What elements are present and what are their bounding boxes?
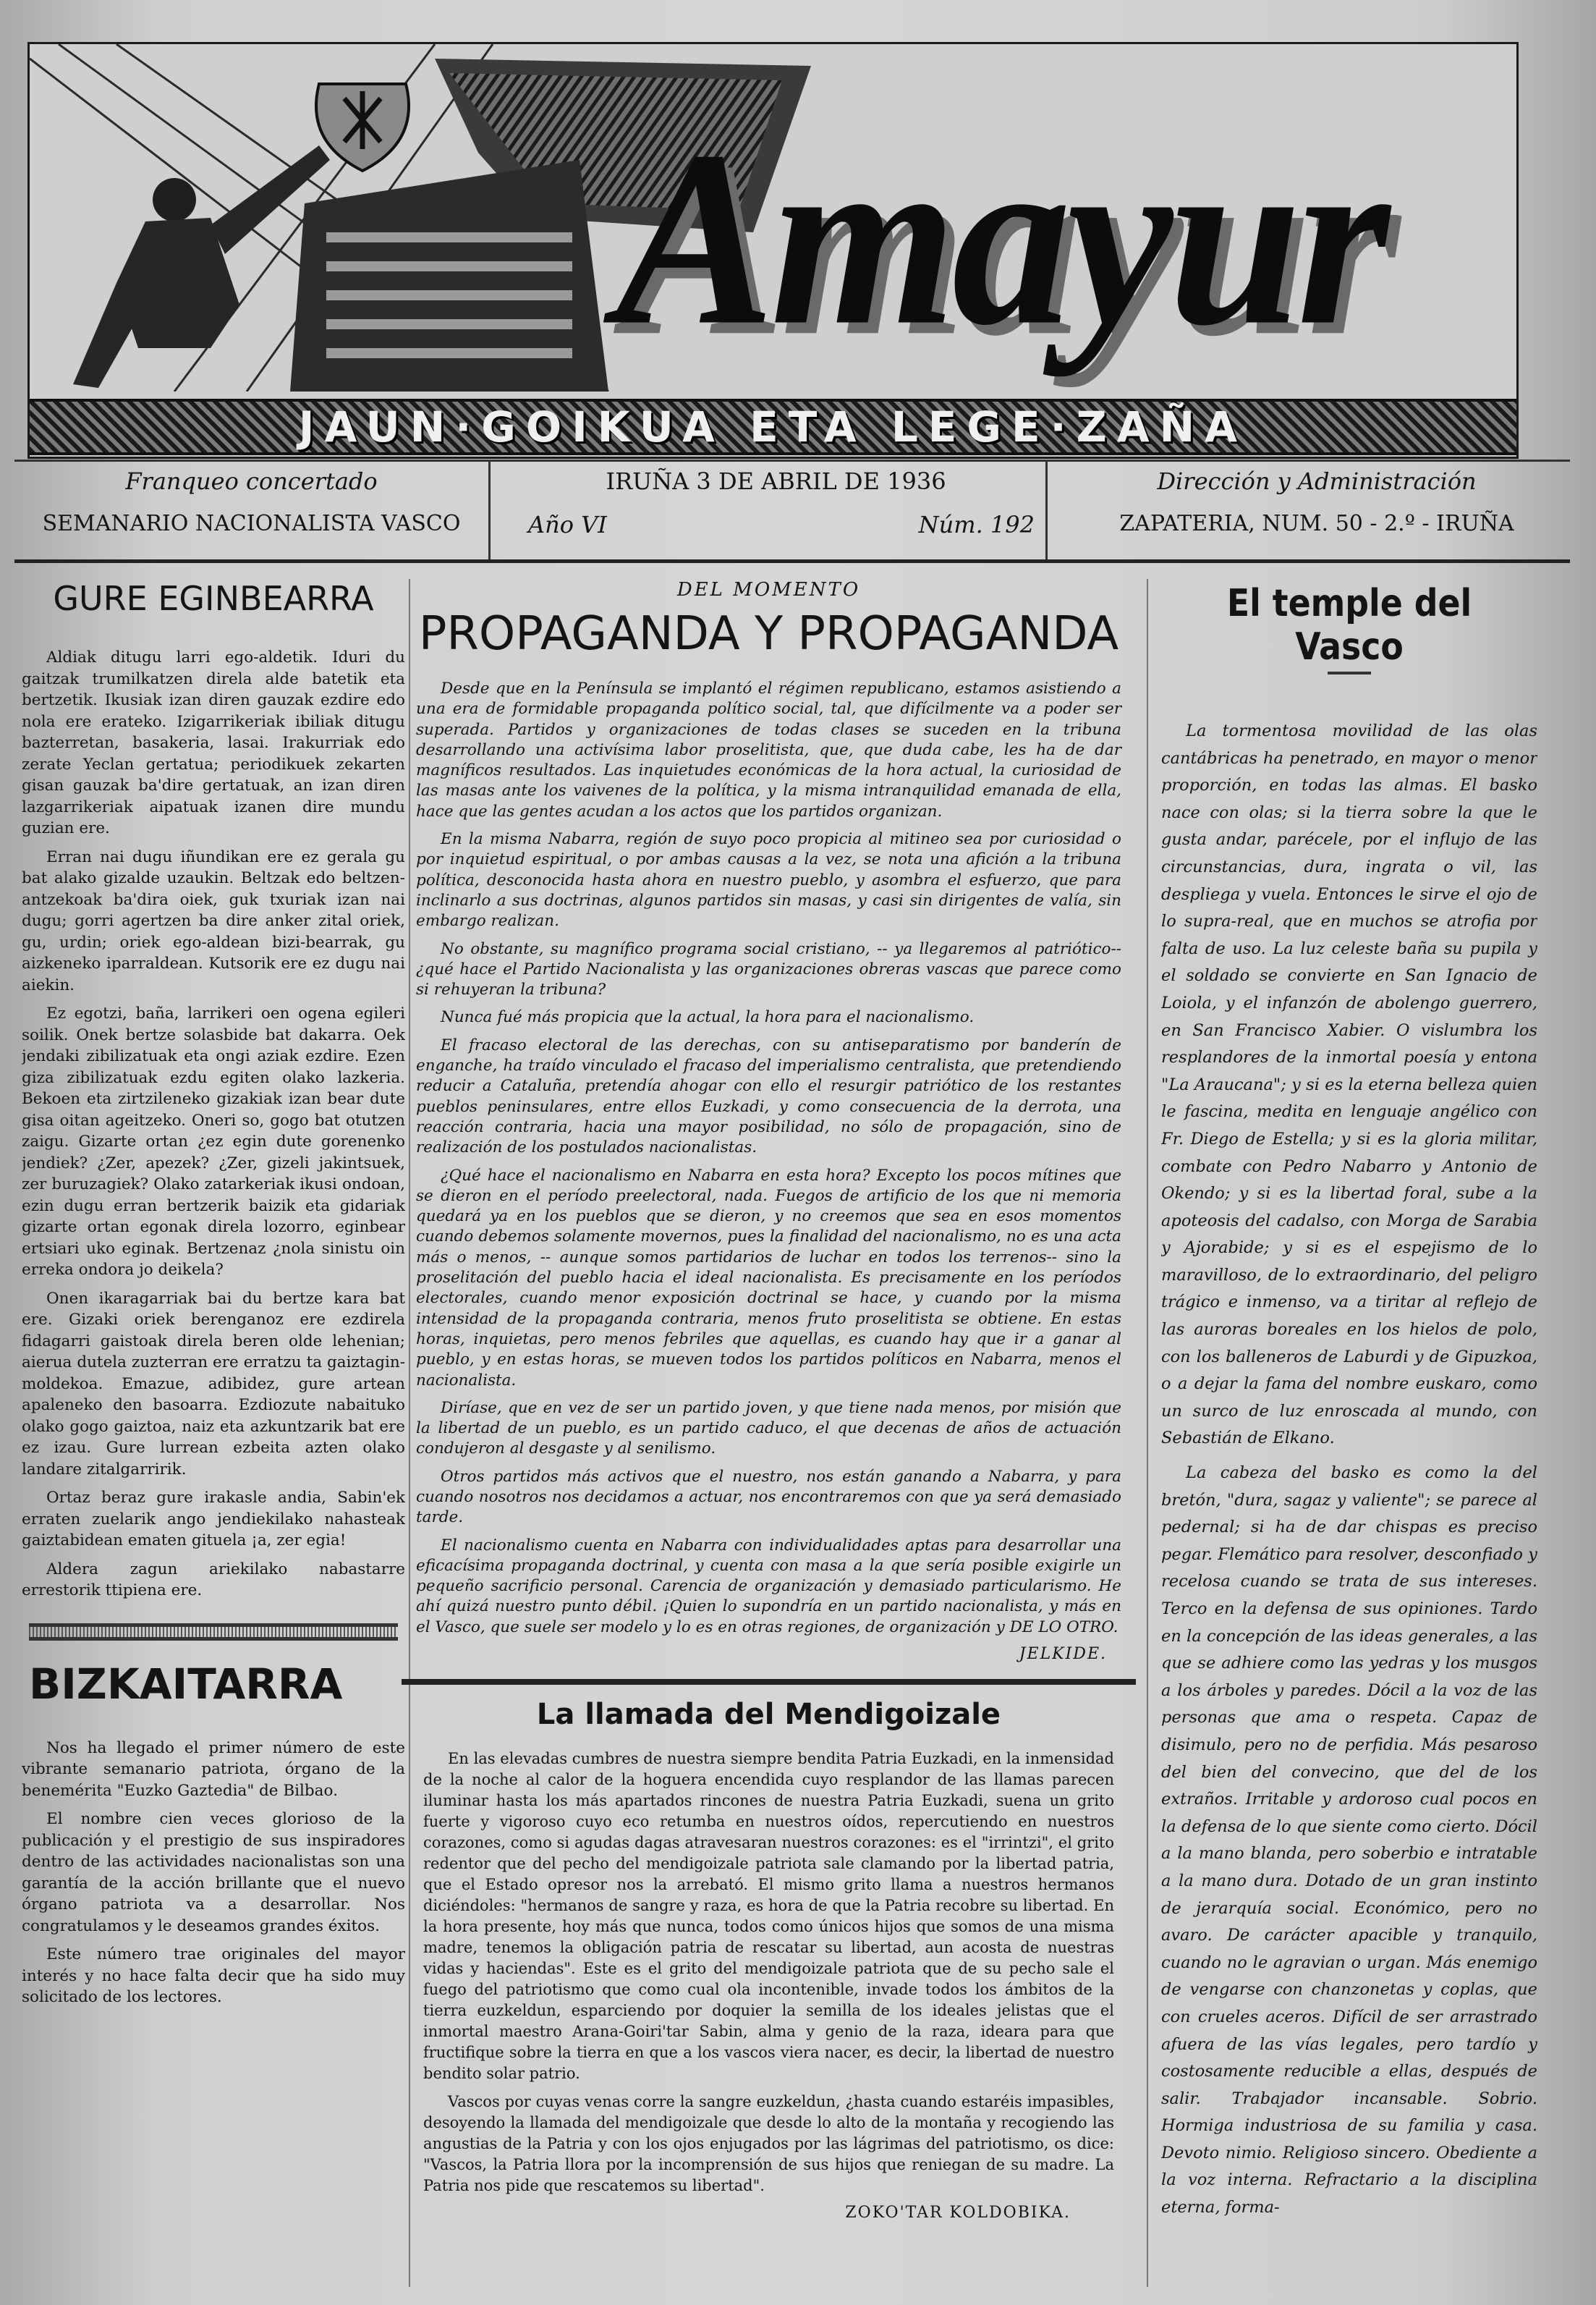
article-signature: ZOKO'TAR KOLDOBIKA. bbox=[845, 2204, 1071, 2222]
paragraph: Onen ikaragarriak bai du bertze kara bat ere. Gizaki oriek berenganoz ere ezdirela fidagarri gaistoak direla beren olde lehenian; aierua dutela zuzterran ere erratzu ta gaiztagin-moldekoa. Emazue, adibidez, gure artean apaleneko den basoarra. Ezdiozute nabaituko olako gogo gaiztoa, naiz eta azkuntzarik bat ere ez izau. Gure lurrean ezbeita azten olako landare zitalgarririk. bbox=[22, 1289, 405, 1479]
issue-number: Núm. 192 bbox=[918, 511, 1035, 538]
paragraph: ¿Qué hace el nacionalismo en Nabarra en esta hora? Excepto los pocos mítines que se dieron en el período preelectoral, nada. Fuegos de artificio de los que ni memoria quedará ya en los pueblos que se dieron, y no creemos que sea en esos momentos cuando debemos solamente movernos, pues la finalidad del nacionalismo, no es una acta más o menos, -- aunque somos partidarios de luchar en todos los terrenos-- sino la proselitación del pueblo hacia el ideal nacionalista. Es precisamente en los períodos electorales, cuando menor exposición doctrinal se hace, y cuando por la misma intensidad de la propaganda contraria, menos fruto proselitista se obtiene. En estas horas, inquietas, pero menos febriles que aquellas, es cuando hay que ir a ganar al pueblo, y en estas horas, se mueven todos los partidos políticos en Nabarra, menos el nacionalista. bbox=[416, 1166, 1121, 1390]
column-divider bbox=[1147, 579, 1148, 2287]
paragraph: Desde que en la Península se implantó el régimen republicano, estamos asistiendo a una era de formidable propaganda político social, tal, que difícilmente va a poder ser superada. Partidos y organizaciones de todas clases se suceden en la tribuna desarrollando una activísima labor proselitista, que, que duda cabe, les ha de dar magníficos resultados. Las inquietudes económicas de la hora actual, la curiosidad de las masas ante los vaivenes de la política, y la misma intranquilidad emanada de ella, hace que las gentes acudan a los actos que los partidos organizan. bbox=[416, 680, 1121, 821]
middle-column bbox=[402, 572, 1136, 2294]
article-signature: JELKIDE. bbox=[1019, 1645, 1107, 1664]
info-left bbox=[14, 462, 491, 559]
right-column bbox=[1161, 572, 1537, 2294]
article-title: PROPAGANDA Y PROPAGANDA bbox=[418, 607, 1119, 661]
info-middle bbox=[506, 462, 1048, 559]
article-body bbox=[22, 647, 405, 1602]
section-divider bbox=[29, 1623, 398, 1641]
masthead-title: Amayur bbox=[616, 99, 1386, 378]
second-article bbox=[402, 1698, 1136, 2222]
info-bar bbox=[14, 460, 1570, 563]
article-kicker: DEL MOMENTO bbox=[676, 579, 861, 601]
paragraph: El nombre cien veces glorioso de la publicación y el prestigio de sus inspiradores dentro de las actividades nacionalistas son una garantía de la acción brillante que el nuevo órgano patriota va a desarrollar. Nos congratulamos y le deseamos grandes éxitos. bbox=[22, 1810, 405, 1935]
franqueo-text: Franqueo concertado bbox=[125, 468, 378, 495]
issue-date: IRUÑA 3 DE ABRIL DE 1936 bbox=[606, 468, 946, 495]
article-title: El temple del Vasco bbox=[1226, 582, 1472, 669]
paragraph: Diríase, que en vez de ser un partido joven, y que tiene nada menos, por misión que la libertad de un pueblo, es un partido caduco, el que decenas de años de actuación condujeron al desgaste y al senilismo. bbox=[416, 1398, 1121, 1458]
paragraph: Ortaz beraz gure irakasle andia, Sabin'ek erraten zuelarik ango jendiekilako nahasteak gaiztabidean ematen gituela ¡a, zer egia! bbox=[22, 1489, 405, 1549]
article-title: BIZKAITARRA bbox=[29, 1659, 343, 1709]
paragraph: El nacionalismo cuenta en Nabarra con individualidades aptas para desarrollar una eficacísima propaganda doctrinal, y cuenta con masa a la que sería posible exigirle un pequeño sacrificio personal. Carencia de organización y demasiado particularismo. He ahí quizá nuestro punto débil. ¡Quien lo supondría en un partido nacionalista, y más en el Vasco, que suele ser modelo y lo es en otras regiones, de organización y DE LO OTRO. bbox=[416, 1536, 1121, 1636]
info-right bbox=[1064, 462, 1570, 559]
paragraph: En las elevadas cumbres de nuestra siempre bendita Patria Euzkadi, en la inmensidad de la noche al calor de la hoguera encendida cuyo resplandor de las llamas parecen iluminar hasta los más apartados rincones de nuestra Patria Euzkadi, suena un grito fuerte y vigoroso cuyo eco retumba en nuestros oídos, repercutiendo en nuestros corazones, como si agudas dagas atravesaran nuestros corazones: es el "irrintzi", el grito redentor que del pecho del mendigoizale patriota sale clamando por la libertad patria, que el Estado opresor nos la arrebató. El mismo grito llama a nuestros hermanos diciéndoles: "hermanos de sangre y raza, es hora de que la Patria recobre su libertad. En la hora presente, hoy más que nunca, todos como únicos hijos que somos de una misma madre, tenemos la obligación patria de rescatar su libertad, aun acosta de nuestras vidas y haciendas". Este es el grito del mendigoizale patriota que de su pecho sale el fuego del patriotismo que como cual ola incontenible, invade todos los ámbitos de la tierra euzkeldun, esparciendo por doquier la semilla de los ideales jelistas que el inmortal maestro Arana-Goiri'tar Sabin, alma y genio de la raza, ideara para que fructifique sobre la tierra en que a los vascos viera nacer, es decir, la libertad de nuestro bendito solar patrio. bbox=[423, 1750, 1114, 2083]
masthead bbox=[27, 42, 1519, 459]
article-title: GURE EGINBEARRA bbox=[53, 579, 374, 618]
paragraph: Nos ha llegado el primer número de este vibrante semanario patriota, órgano de la benemérita "Euzko Gaztedia" de Bilbao. bbox=[22, 1738, 405, 1800]
article-title: La llamada del Mendigoizale bbox=[536, 1698, 1001, 1732]
paragraph: Erran nai dugu iñundikan ere ez gerala gu bat alako gizalde uzaukin. Beltzak edo beltzen-antzekoak ba'dira oiek, guk txuriak izan nai dugu; gorri agertzen ba dire anker zital oriek, gu, urdin; oriek ego-aldean bizi-bearrak, gu aizkeneko iparraldean. Kutsorik ere ez dugu nai aiekin. bbox=[22, 847, 405, 994]
paragraph: Ez egotzi, baña, larrikeri oen ogena egileri soilik. Onek bertze solasbide bat dakarra. Oek jendaki zibilizatuak eta ongi aziak ezdire. Ezen giza zibilizatuak ezdu egiten olako lazkeria. Bekoen eta zirtzileneko gizakiak izan bear dute gisa oitan ageitzeko. Oneri so, gogo bat otutzen zaigu. Gizarte ortan ¿ez egin dute gorenenko jendiek? ¿Zer, apezek? ¿Zer, gizeli jakintsuek, zer buruzagiek? Olako zatarkeriak ikusi ondoan, ezin dugu erran bertzerik baizik eta gidariak gizarte ortan egonak direla lozorro, eginbear ertsiari uko eginak. Bertzenaz ¿nola sinistu oin erreka ondora jo deikela? bbox=[22, 1005, 405, 1279]
address-text: ZAPATERIA, NUM. 50 - 2.º - IRUÑA bbox=[1119, 511, 1514, 536]
publication-type: SEMANARIO NACIONALISTA VASCO bbox=[42, 511, 461, 536]
article-body bbox=[22, 1738, 405, 2008]
paragraph: Nunca fué más propicia que la actual, la hora para el nacionalismo. bbox=[441, 1008, 975, 1027]
lead-article bbox=[402, 579, 1136, 1663]
issue-year: Año VI bbox=[528, 511, 607, 538]
paragraph: Aldiak ditugu larri ego-aldetik. Iduri du gaitzak trumilkatzen direla alde batetik eta bertzetik. Ikusiak izan diren gauzak ezdire edo nola ere erateko. Izigarrikeriak ibiliak ditugu bazterretan, basakeria, lasai. Irakurriak edo zerate Yeclan gertatua; periodikuek zekarten gisan gauzak ba'dire gertatuak, an izan diren lazgarrikeriak aipatuak izanen dire mundu guzian ere. bbox=[22, 648, 405, 837]
title-rule bbox=[1328, 672, 1371, 674]
paragraph: Este número trae originales del mayor interés y no hace falta decir que ha sido muy solicitado de los lectores. bbox=[22, 1945, 405, 2006]
left-column bbox=[22, 572, 405, 2294]
paragraph: Otros partidos más activos que el nuestro, nos están ganando a Nabarra, y para cuando nosotros nos decidamos a actuar, nos encontraremos con que ya será demasiado tarde. bbox=[416, 1467, 1121, 1527]
paragraph: La cabeza del basko es como la del bretón, "dura, sagaz y valiente"; se parece al pedernal; si ha de dar chispas es preciso pegar. Flemático para resolver, desconfiado y recelosa cuando se trata de sus intereses. Terco en la defensa de sus opiniones. Tardo en la concepción de las ideas generales, a las que se adhiere como las yedras y los musgos a los árboles y paredes. Dócil a la voz de las personas que ama o respeta. Capaz de disimulo, pero no de perfidia. Más pesaroso del bien del convecino, que del de los extraños. Irritable y ardoroso cual pocos en la defensa de lo que siente como cierto. Dócil a la mano blanda, pero soberbio e intratable a la mano dura. Dotado de un gran instinto de jerarquía social. Económico, pero no avaro. De carácter apacible y tranquilo, cuando no le agravian o urgan. Más enemigo de vengarse con chanzonetas y coplas, que con crueles aceros. Difícil de ser arrastrado afuera de las vías legales, pero tardío y costosamente reducible a ellas, después de salir. Trabajador incansable. Sobrio. Hormiga industriosa de su familia y casa. Devoto nimio. Religioso sincero. Obediente a la voz interna. Refractario a la disciplina eterna, forma- bbox=[1161, 1463, 1537, 2217]
paragraph: Vascos por cuyas venas corre la sangre euzkeldun, ¿hasta cuando estaréis impasibles, desoyendo la llamada del mendigoizale que desde lo alto de la montaña y recogiendo las angustias de la Patria y con los ojos enjugados por las lágrimas del patriotismo, os dice: "Vascos, la Patria llora por la incomprensión de sus hijos que reniegan de su madre. La Patria nos pide que rescatemos su libertad". bbox=[423, 2093, 1114, 2195]
paragraph: En la misma Nabarra, región de suyo poco propicia al mitineo sea por curiosidad o por inquietud espiritual, o por ambas causas a la vez, se nota una afición a la tribuna política, desconocida hasta ahora en nuestro pueblo, y asombra el esfuerzo, que para inclinarlo a sus doctrinas, algunos partidos sin masas, y casi sin dirigentes de valía, sin embargo realizan. bbox=[416, 830, 1121, 931]
section-divider bbox=[402, 1679, 1136, 1685]
paragraph: La tormentosa movilidad de las olas cantábricas ha penetrado, en mayor o menor proporción, en todas las almas. El basko nace con olas; si la tierra sobre la que le gusta andar, parécele, por el influjo de las circunstancias, dura, ingrata o vil, las despliega y vuela. Entonces le sirve el ojo de lo supra-real, que en muchos se atrofia por falta de uso. La luz celeste baña su pupila y el soldado se convierte en San Ignacio de Loiola, y el infanzón de abolengo guerrero, en San Francisco Xabier. O vislumbra los resplandores de la inmortal poesía y entona "La Araucana"; y si es la eterna belleza quien le fascina, medita en lenguaje angélico con Fr. Diego de Estella; y si es la gloria militar, combate con Pedro Nabarro y Antonio de Okendo; y si es la libertad foral, sube a la apoteosis del cadalso, con Morga de Sarabia y Ajorabide; y si es el espejismo de lo maravilloso, de lo extraordinario, del peligro trágico e inmenso, va a tiritar al reflejo de las auroras boreales en los hielos de polo, con los balleneros de Laburdi y de Gipuzkoa, o a dejar la fama del nombre euskaro, como un surco de luz enroscada al mundo, con Sebastián de Elkano. bbox=[1161, 722, 1537, 1448]
paragraph: Aldera zagun ariekilako nabastarre errestorik ttipiena ere. bbox=[22, 1560, 405, 1599]
paragraph: No obstante, su magnífico programa social cristiano, -- ya llegaremos al patriótico-- ¿qué hace el Partido Nacionalista y las organizaciones obreras vascas que parece como si rehuyeran la tribuna? bbox=[416, 939, 1121, 999]
masthead-motto: JAUN·GOIKUA ETA LEGE·ZAÑA bbox=[298, 402, 1248, 452]
motto-bar bbox=[30, 399, 1516, 455]
administration-label: Dirección y Administración bbox=[1157, 468, 1477, 495]
paragraph: El fracaso electoral de las derechas, con su antiseparatismo por banderín de enganche, ha traído vinculado el fracaso del imperialismo centralista, que pretendiendo reducir a Cataluña, pretendía ahogar con ello el resurgir patriótico de los restantes pueblos peninsulares, entre ellos Euzkadi, y como consecuencia de la derrota, una reacción contraria, hacia una mayor posibilidad, no sólo de propagación, sino de realización de los postulados nacionalistas. bbox=[416, 1036, 1121, 1157]
